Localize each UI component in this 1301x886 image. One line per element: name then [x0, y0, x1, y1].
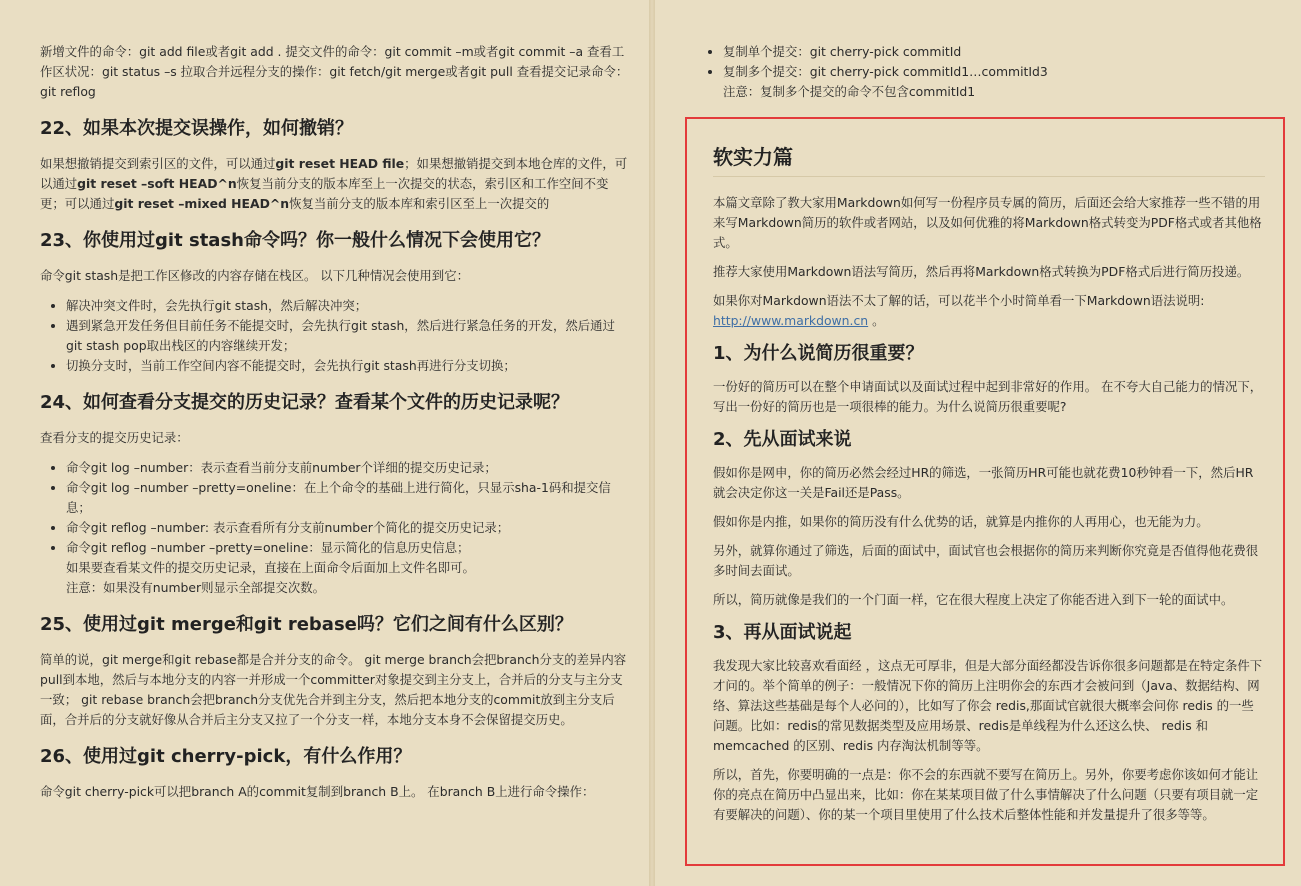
list-item: • 遇到紧急开发任务但目前任务不能提交时，会先执行git stash，然后进行紧急任务的开发，然后通过git stash pop取出栈区的内容继续开发；	[66, 316, 629, 356]
q24-list	[40, 458, 629, 598]
q25-paragraph: 简单的说，git merge和git rebase都是合并分支的命令。 git merge branch会把branch分支的差异内容pull到本地，然后与本地分支的内容一并形成一个committer对象提交到主分支上，合并后的分支与主分支一致； git rebase branch会把branch分支优先合并到主分支，然后把本地分支的commit放到主分支后面，合并后的分支就好像从合并后主分支又拉了一个分支一样，本地分支本身不会保留提交历史。	[40, 652, 627, 727]
soft-h1-heading: 1、为什么说简历很重要？	[713, 343, 924, 364]
list-item: • 命令git reflog –number: 表示查看所有分支前number个简化的提交历史记录；	[66, 518, 629, 538]
soft-h1-paragraph: 一份好的简历可以在整个申请面试以及面试过程中起到非常好的作用。 在不夸大自己能力的情况下，写出一份好的简历也是一项很棒的能力。为什么说简历很重要呢?	[713, 379, 1263, 414]
soft-h2-p3: 另外，就算你通过了筛选，后面的面试中，面试官也会根据你的简历来判断你究竟是否值得他花费很多时间去面试。	[713, 543, 1259, 578]
q24-paragraph: 查看分支的提交历史记录：	[40, 430, 189, 445]
list-item-text: 命令git reflog –number –pretty=oneline：显示简化的信息历史信息；	[66, 540, 470, 555]
soft-h3-heading: 3、再从面试说起	[713, 622, 852, 643]
soft-skills-title: 软实力篇	[713, 142, 1265, 177]
q25-heading: 25、使用过git merge和git rebase吗？它们之间有什么区别？	[40, 614, 573, 635]
soft-h3-p1: 我发现大家比较喜欢看面经 ，这点无可厚非，但是大部分面经都没告诉你很多问题都是在特定条件下才问的。举个简单的例子：一般情况下你的简历上注明你会的东西才会被问到（Java、数据结构、网络、算法这些基础是每个人必问的），比如写了你会 redis,那面试官就很大概率会问你 redis 的一些问题。比如：redis的常见数据类型及应用场景、redis是单线程为什么还这么快、 redis 和 memcached 的区别、redis 内存淘汰机制等等。	[713, 658, 1263, 753]
list-item	[66, 538, 629, 598]
soft-p3-text: 如果你对Markdown语法不太了解的话，可以花半个小时简单看一下Markdown语法说明:	[713, 293, 1205, 308]
q22-text-c: ；如果想撤销提交到本地仓库的文件，可以通过	[40, 156, 628, 191]
q26-paragraph: 命令git cherry-pick可以把branch A的commit复制到branch B上。 在branch B上进行命令操作：	[40, 784, 595, 799]
list-item: • 切换分支时，当前工作空间内容不能提交时，会先执行git stash再进行分支切换；	[66, 356, 629, 376]
q22-cmd-2: git reset –soft HEAD^n	[77, 176, 237, 191]
list-item: • 复制单个提交：git cherry-pick commitId	[723, 42, 1287, 62]
q23-heading: 23、你使用过git stash命令吗？你一般什么情况下会使用它？	[40, 230, 550, 251]
soft-h2-p2: 假如你是内推，如果你的简历没有什么优势的话，就算是内推你的人再用心，也无能为力。	[713, 514, 1209, 529]
list-item: • 解决冲突文件时，会先执行git stash，然后解决冲突；	[66, 296, 629, 316]
list-item: • 命令git log –number –pretty=oneline：在上个命令的基础上进行简化，只显示sha-1码和提交信息；	[66, 478, 629, 518]
cherry-pick-note: 注意：复制多个提交的命令不包含commitId1	[723, 84, 976, 99]
left-page	[0, 0, 649, 886]
q22-cmd-1: git reset HEAD file	[275, 156, 405, 171]
soft-skills-section	[713, 142, 1265, 834]
q22-heading: 22、如果本次提交误操作，如何撤销？	[40, 118, 354, 139]
soft-p2: 推荐大家使用Markdown语法写简历，然后再将Markdown格式转换为PDF格式后进行简历投递。	[713, 264, 1250, 279]
q24-note-1: 如果要查看某文件的提交历史记录，直接在上面命令后面加上文件名即可。	[66, 560, 475, 575]
q23-paragraph: 命令git stash是把工作区修改的内容存储在栈区。 以下几种情况会使用到它：	[40, 268, 469, 283]
soft-h2-heading: 2、先从面试来说	[713, 429, 852, 450]
soft-p1: 本篇文章除了教大家用Markdown如何写一份程序员专属的简历，后面还会给大家推荐一些不错的用来写Markdown简历的软件或者网站，以及如何优雅的将Markdown格式转变为PDF格式或者其他格式。	[713, 195, 1262, 250]
q24-note-2: 注意：如果没有number则显示全部提交次数。	[66, 580, 325, 595]
q24-heading: 24、如何查看分支提交的历史记录？查看某个文件的历史记录呢？	[40, 392, 570, 413]
soft-h2-p1: 假如你是网申，你的简历必然会经过HR的筛选，一张简历HR可能也就花费10秒钟看一下，然后HR就会决定你这一关是Fail还是Pass。	[713, 465, 1254, 500]
soft-h2-p4: 所以，简历就像是我们的一个门面一样，它在很大程度上决定了你能否进入到下一轮的面试中。	[713, 592, 1234, 607]
list-item: • 命令git log –number：表示查看当前分支前number个详细的提交历史记录；	[66, 458, 629, 478]
list-item	[723, 62, 1287, 102]
soft-p3	[713, 291, 1265, 331]
q23-list	[40, 296, 629, 376]
q22-cmd-3: git reset –mixed HEAD^n	[114, 196, 290, 211]
q22-paragraph	[40, 154, 629, 214]
list-item-text: 复制多个提交：git cherry-pick commitId1…commitId3	[723, 64, 1048, 79]
soft-h3-p2: 所以，首先，你要明确的一点是：你不会的东西就不要写在简历上。另外，你要考虑你该如何才能让你的亮点在简历中凸显出来，比如：你在某某项目做了什么事情解决了什么问题（只要有项目就一定有要解决的问题）、你的某一个项目里使用了什么技术后整体性能和并发量提升了很多等等。	[713, 767, 1259, 822]
cherry-pick-list	[685, 42, 1287, 102]
soft-p3-tail: 。	[868, 313, 885, 328]
q22-text-a: 如果想撤销提交到索引区的文件，可以通过	[40, 156, 276, 171]
q22-text-g: 恢复当前分支的版本库和索引区至上一次提交的	[289, 196, 550, 211]
q22-text-e: 恢复当前分支的版本库至上一次提交的状态，索引区和工作空间不变更；可以通过	[40, 176, 609, 211]
intro-paragraph: 新增文件的命令：git add file或者git add . 提交文件的命令：git commit –m或者git commit –a 查看工作区状况：git status –s 拉取合并远程分支的操作：git fetch/git merge或者git pull 查看提交记录命令：git reflog	[40, 44, 629, 99]
markdown-link[interactable]: http://www.markdown.cn	[713, 313, 869, 328]
q26-heading: 26、使用过git cherry-pick，有什么作用？	[40, 746, 412, 767]
